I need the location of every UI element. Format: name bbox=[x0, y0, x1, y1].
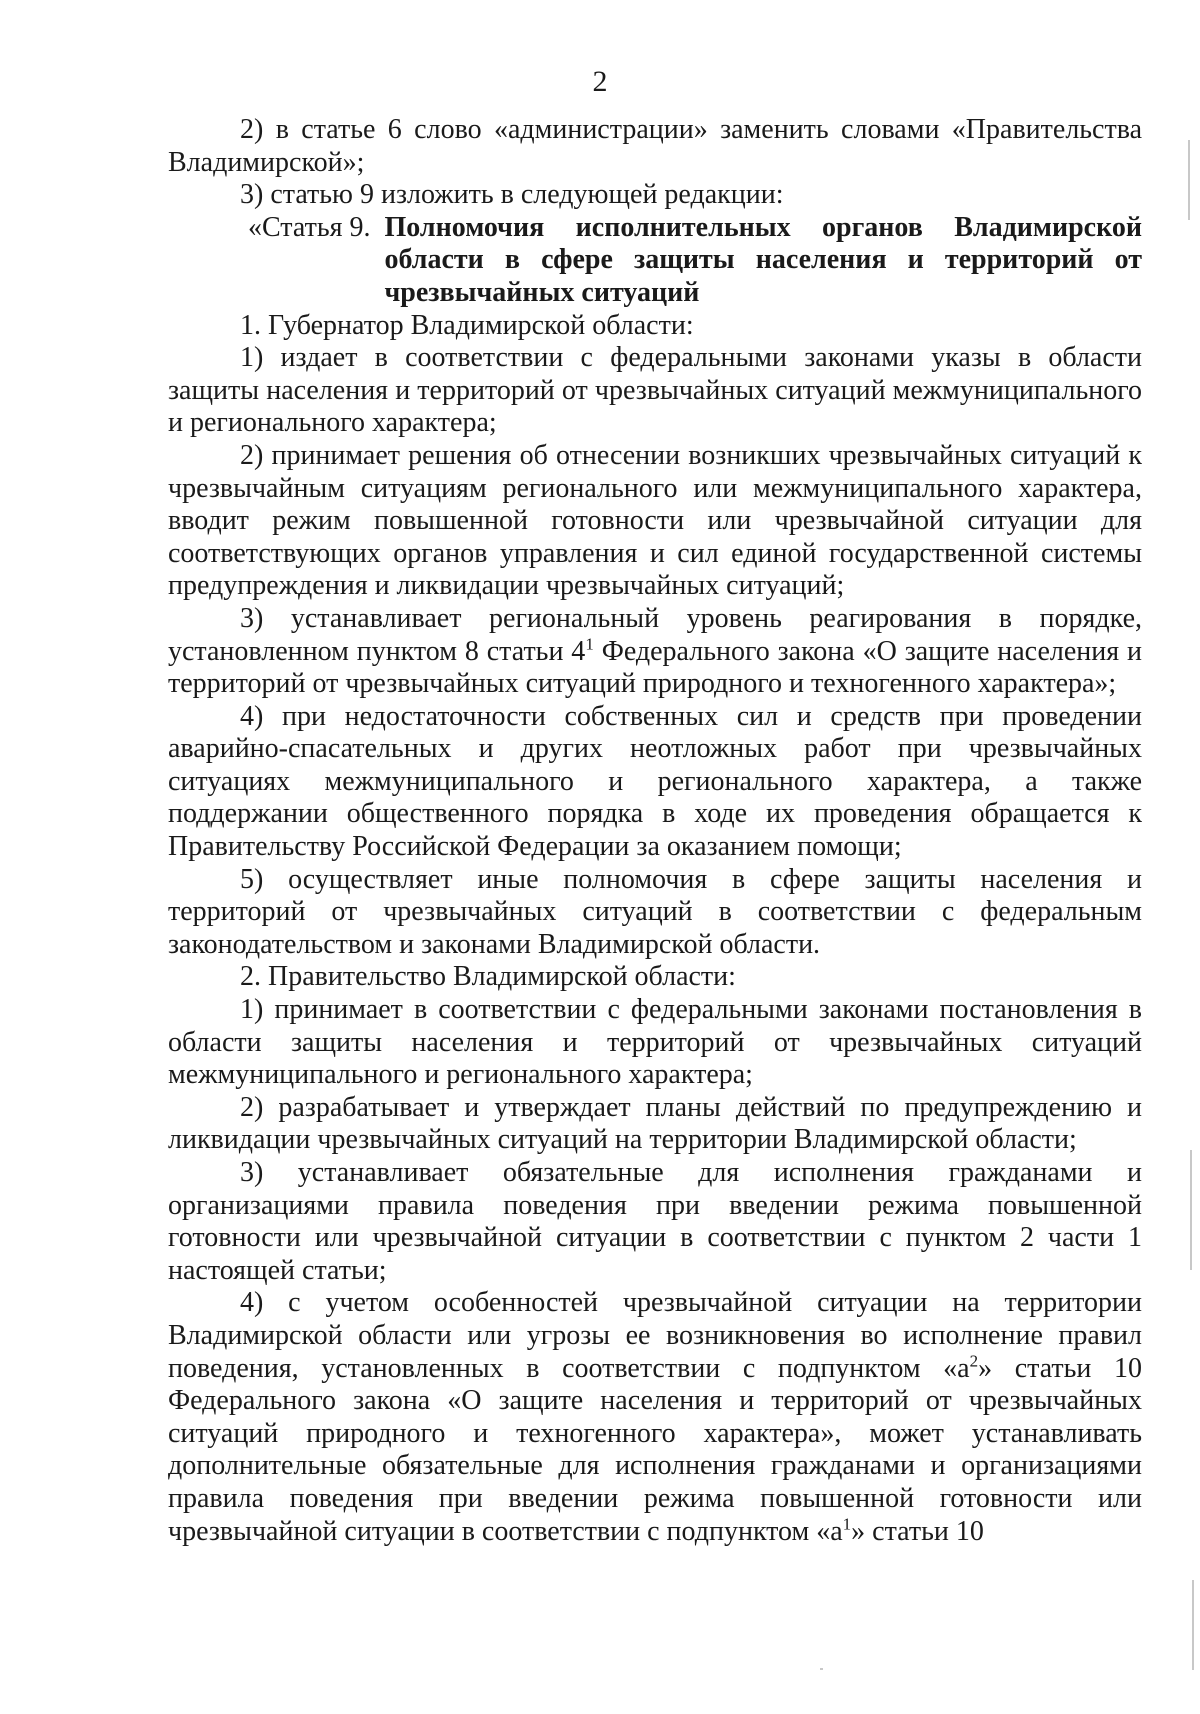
section-2-item-2: 2) разрабатывает и утверждает планы действий по предупреждению и ликвидации чрезвычайных ситуаций на территории Владимирской области; bbox=[168, 1091, 1142, 1156]
document-body bbox=[168, 114, 1142, 1548]
section-2-item-1: 1) принимает в соответствии с федеральными законами постановления в области защиты населения и территорий от чрезвычайных ситуаций межмуниципального и регионального характера; bbox=[168, 994, 1142, 1091]
superscript: 2 bbox=[969, 1351, 979, 1371]
superscript: 1 bbox=[842, 1514, 852, 1534]
scan-speck bbox=[820, 1668, 823, 1670]
scan-margin-mark bbox=[1188, 140, 1190, 220]
article-label: «Статья 9. bbox=[248, 211, 371, 243]
superscript: 1 bbox=[585, 634, 594, 654]
scan-margin-mark bbox=[1190, 1150, 1192, 1270]
text-run: » статьи 10 Федерального закона «О защите населения и территорий от чрезвычайных ситуаций природного и техногенного характера», может устанавливать дополнительные обязательные для исполнения гражданами и организациями правила поведения при введении режима повышенной готовности или чрезвычайной ситуации в соответствии с подпунктом «а bbox=[168, 1352, 1142, 1547]
section-1-heading: 1. Губернатор Владимирской области: bbox=[240, 309, 694, 341]
section-1-item-1: 1) издает в соответствии с федеральными законами указы в области защиты населения и территорий от чрезвычайных ситуаций межмуниципального и регионального характера; bbox=[168, 342, 1142, 439]
text-run: 4) с учетом особенностей чрезвычайной ситуации на территории Владимирской области или угрозы ее возникновения во исполнение правил поведения, установленных в соответствии с подпунктом «а bbox=[168, 1287, 1142, 1384]
amendment-item-2: 2) в статье 6 слово «администрации» заменить словами «Правительства Владимирской»; bbox=[168, 114, 1142, 178]
section-1-item-4: 4) при недостаточности собственных сил и средств при проведении аварийно-спасательных и других неотложных работ при чрезвычайных ситуациях межмуниципального и регионального характера, а также поддержании общественного порядка в ходе их проведения обращается к Правительству Российской Федерации за оказанием помощи; bbox=[168, 700, 1142, 863]
text-run: Федерального закона «О защите населения и территорий от чрезвычайных ситуаций природного и техногенного характера»; bbox=[168, 635, 1142, 700]
section-2-heading: 2. Правительство Владимирской области: bbox=[240, 961, 736, 993]
article-title: Полномочия исполнительных органов Владимирской области в сфере защиты населения и территорий от чрезвычайных ситуаций bbox=[384, 211, 1142, 308]
text-run: 3) устанавливает региональный уровень реагирования в порядке, установленном пунктом 8 статьи 4 bbox=[168, 602, 1142, 667]
section-1-item-2: 2) принимает решения об отнесении возникших чрезвычайных ситуаций к чрезвычайным ситуациям регионального или межмуниципального характера, вводит режим повышенной готовности или чрезвычайной ситуации для соответствующих органов управления и сил единой государственной системы предупреждения и ликвидации чрезвычайных ситуаций; bbox=[168, 439, 1142, 602]
section-2-item-4 bbox=[168, 1287, 1142, 1548]
text-run: » статьи 10 bbox=[851, 1515, 984, 1547]
section-2-item-3: 3) устанавливает обязательные для исполнения гражданами и организациями правила поведения при введении режима повышенной готовности или чрезвычайной ситуации в соответствии с пунктом 2 части 1 настоящей статьи; bbox=[168, 1157, 1142, 1286]
scan-margin-mark bbox=[1192, 1580, 1194, 1670]
article-heading bbox=[168, 212, 1142, 310]
section-1-item-5: 5) осуществляет иные полномочия в сфере защиты населения и территорий от чрезвычайных ситуаций в соответствии с федеральным законодательством и законами Владимирской области. bbox=[168, 863, 1142, 960]
amendment-item-3: 3) статью 9 изложить в следующей редакции: bbox=[240, 179, 784, 211]
section-1-item-3 bbox=[168, 603, 1142, 701]
page-number: 2 bbox=[592, 65, 608, 98]
